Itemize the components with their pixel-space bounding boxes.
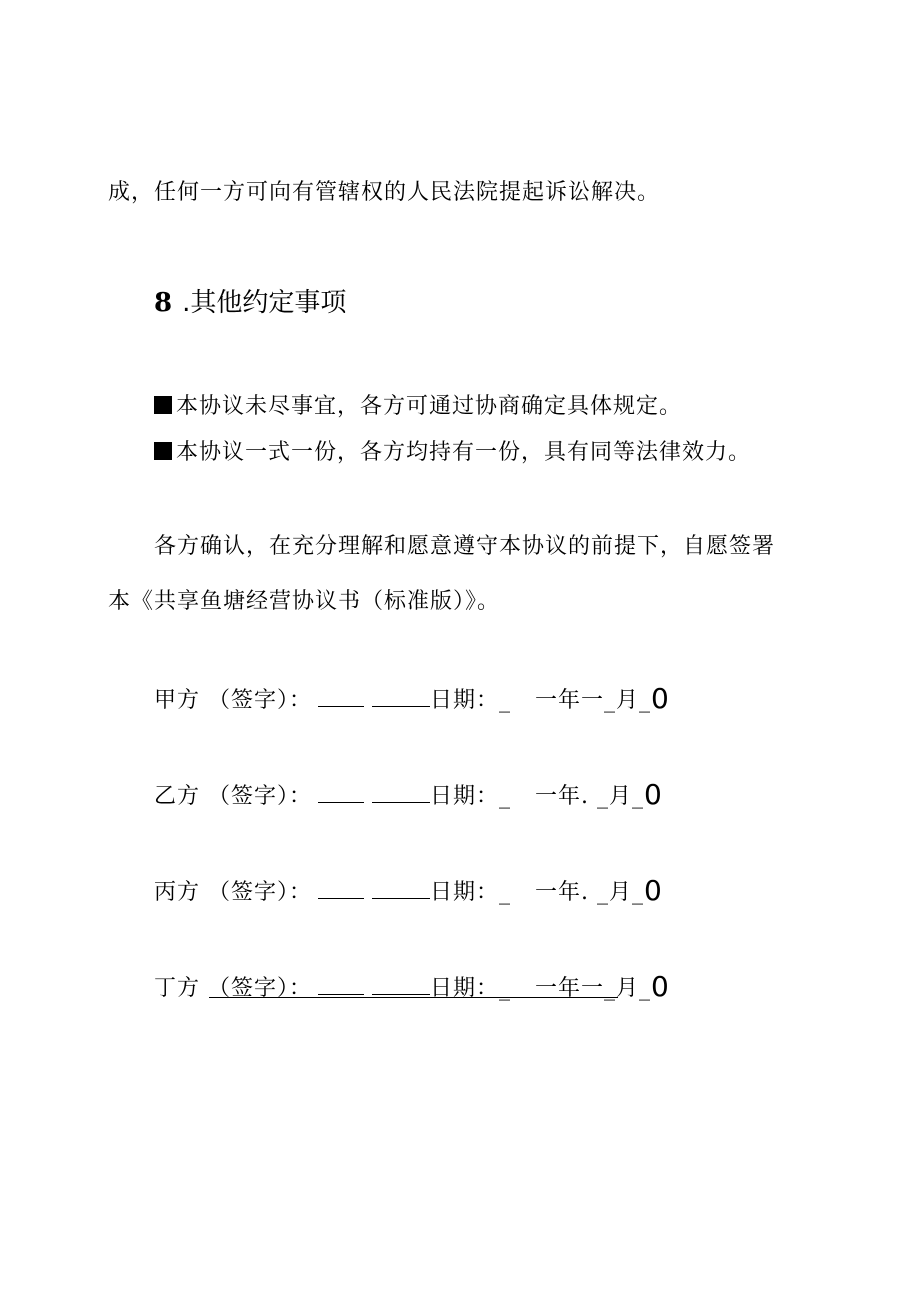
date-fill: 一年一_月_ — [535, 688, 652, 713]
signature-row — [154, 778, 662, 811]
signature-row — [154, 874, 662, 907]
signature-blank[interactable] — [372, 878, 430, 899]
signature-blank[interactable] — [318, 686, 364, 707]
bullet-item — [154, 395, 682, 418]
party-name: 丙方 — [154, 880, 201, 905]
signature-blank[interactable] — [318, 782, 364, 803]
party-name: 乙方 — [154, 784, 201, 809]
date-zero: 0 — [644, 874, 662, 907]
date-zero: 0 — [644, 778, 662, 811]
date-zero: 0 — [651, 970, 669, 1003]
party-name: 甲方 — [154, 688, 201, 713]
date-zero: 0 — [651, 682, 669, 715]
signature-label: （签字）： — [208, 688, 313, 713]
signature-row — [154, 970, 669, 1003]
date-fill: 一年一_月_ — [535, 976, 652, 1001]
signature-blank[interactable] — [372, 686, 430, 707]
section-title: .其他约定事项 — [182, 288, 347, 318]
signature-label: （签字）： — [208, 976, 313, 1001]
signature-label: （签字）： — [208, 880, 313, 905]
section-number: 8 — [154, 288, 173, 318]
date-fill: 一年. _月_ — [535, 880, 645, 905]
signature-blank[interactable] — [318, 974, 364, 995]
date-label: 日期：_ — [430, 784, 512, 809]
body-text-line: 成，任何一方可向有管辖权的人民法院提起诉讼解决。 — [108, 180, 661, 205]
signature-blank[interactable] — [372, 782, 430, 803]
date-fill: 一年. _月_ — [535, 784, 645, 809]
square-bullet-icon — [154, 396, 172, 414]
section-heading — [154, 290, 346, 316]
bullet-item — [154, 441, 751, 464]
date-label: 日期：_ — [430, 880, 512, 905]
date-label: 日期：_ — [430, 688, 512, 713]
square-bullet-icon — [154, 442, 172, 460]
party-name: 丁方 — [154, 976, 201, 1001]
signature-underline — [209, 997, 618, 998]
signature-blank[interactable] — [318, 878, 364, 899]
signature-row — [154, 682, 669, 715]
signature-blank[interactable] — [372, 974, 430, 995]
bullet-text: 本协议未尽事宜，各方可通过协商确定具体规定。 — [176, 394, 683, 419]
bullet-text: 本协议一式一份，各方均持有一份，具有同等法律效力。 — [176, 440, 752, 465]
confirmation-paragraph-line: 本《共享鱼塘经营协议书（标准版）》。 — [108, 589, 501, 614]
date-label: 日期：_ — [430, 976, 512, 1001]
signature-label: （签字）： — [208, 784, 313, 809]
confirmation-paragraph-line: 各方确认，在充分理解和愿意遵守本协议的前提下，自愿签署 — [154, 534, 776, 559]
